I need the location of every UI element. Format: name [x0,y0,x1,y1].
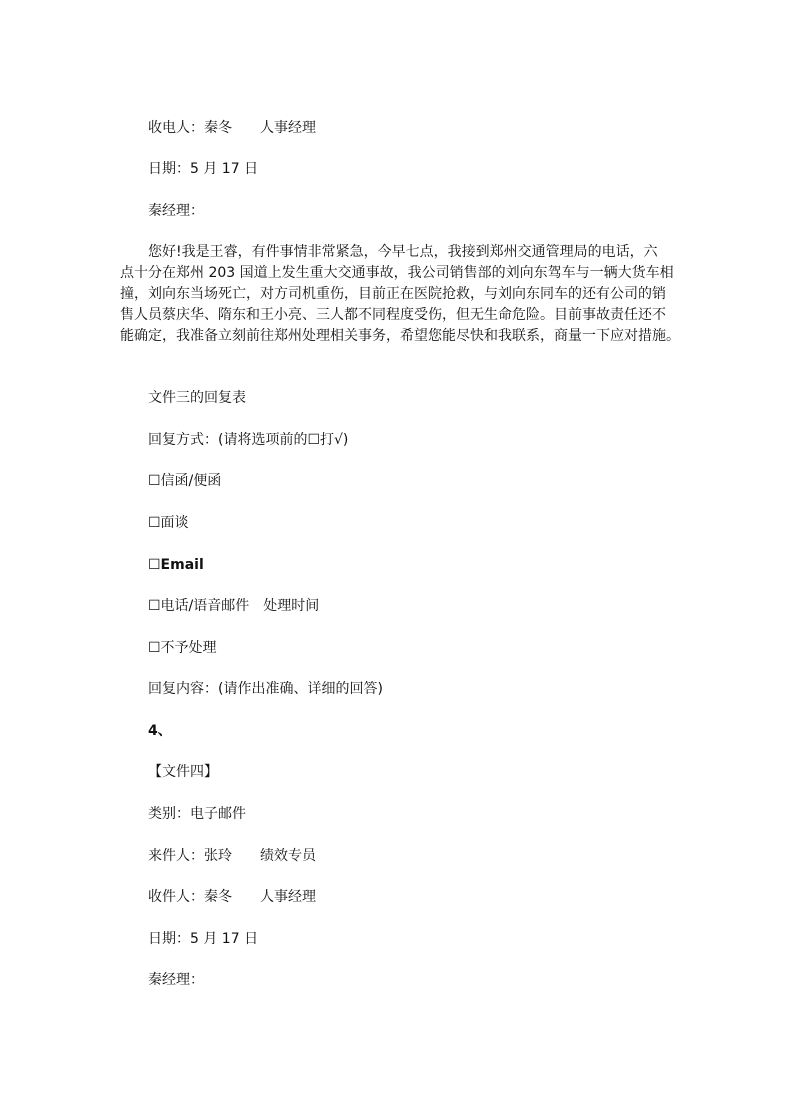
option-no-action[interactable]: ☐不予处理 [148,640,217,656]
date-line: 日期：5 月 17 日 [148,161,259,177]
date-line-2: 日期：5 月 17 日 [148,931,259,947]
recipient-line: 收电人：秦冬 人事经理 [148,120,316,136]
body-line: 点十分在郑州 203 国道上发生重大交通事故，我公司销售部的刘向东驾车与一辆大货车相 [120,265,674,281]
file-title: 【文件四】 [148,764,218,780]
recipient-line-2: 收件人：秦冬 人事经理 [148,889,316,905]
option-meeting[interactable]: ☐面谈 [148,515,189,531]
reply-content-label: 回复内容：(请作出准确、详细的回答) [148,681,383,697]
option-letter[interactable]: ☐信函/便函 [148,473,222,489]
salutation-line-2: 秦经理： [148,972,204,988]
option-email[interactable]: ☐Email [148,557,204,573]
reply-method-label: 回复方式：(请将选项前的☐打√) [148,432,349,448]
reply-form-title: 文件三的回复表 [148,390,246,406]
salutation-line: 秦经理： [148,203,204,219]
option-phone[interactable]: ☐电话/语音邮件 处理时间 [148,598,320,614]
category-line: 类别：电子邮件 [148,806,246,822]
message-body [120,242,680,347]
body-line: 撞，刘向东当场死亡，对方司机重伤，目前正在医院抢救，与刘向东同车的还有公司的销 [120,286,666,302]
sender-line: 来件人：张玲 绩效专员 [148,848,316,864]
section-number: 4、 [148,723,172,739]
body-line: 您好!我是王睿，有件事情非常紧急，今早七点，我接到郑州交通管理局的电话，六 [148,244,658,260]
body-line: 售人员蔡庆华、隋东和王小亮、三人都不同程度受伤，但无生命危险。目前事故责任还不 [120,307,666,323]
body-line: 能确定，我准备立刻前往郑州处理相关事务，希望您能尽快和我联系，商量一下应对措施。 [120,328,680,344]
